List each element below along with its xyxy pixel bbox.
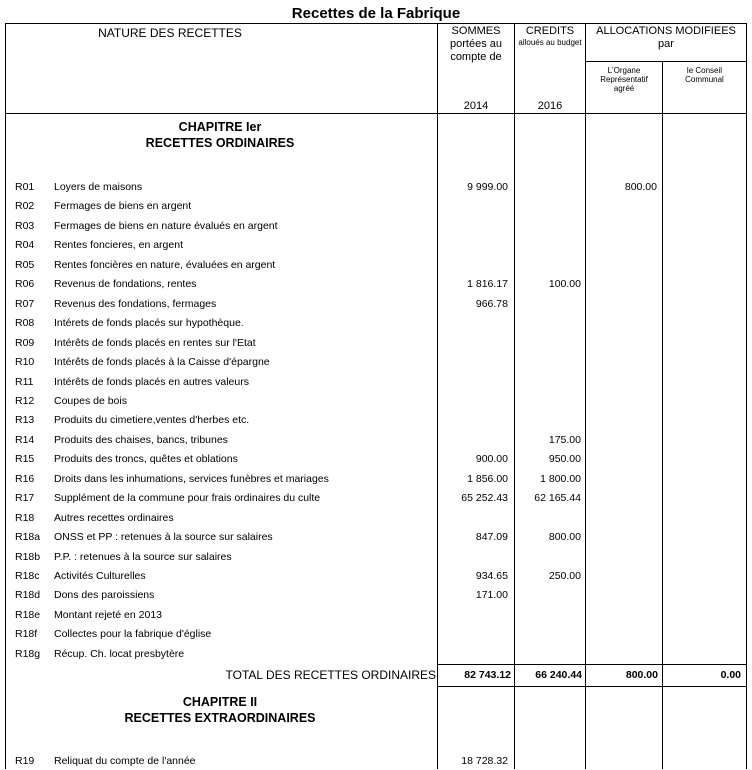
row-sommes: 18 728.32 [461,755,508,767]
row-label: Revenus de fondations, rentes [54,278,197,291]
row-label: Fermages de biens en nature évalués en argent [54,219,278,232]
chapter-2-title: CHAPITRE II RECETTES EXTRAORDINAIRES [124,695,316,725]
table-row [0,644,752,663]
row-sommes: 847.09 [475,531,508,544]
row-code: R14 [15,433,35,446]
row-code: R17 [15,492,35,505]
table-row [0,235,752,254]
row-label: Récup. Ch. locat presbytère [54,647,185,660]
row-label: ONSS et PP : retenues à la source sur salaires [54,531,273,544]
table-row [0,547,752,566]
row-code: R18f [15,628,38,641]
row-code: R12 [15,394,35,407]
year-credits: 2016 [537,100,563,112]
row-code: R09 [15,336,35,349]
row-label: Dons des paroissiens [54,589,155,602]
total-conseil: 0.00 [720,669,741,681]
row-credits: 800.00 [548,531,581,544]
table-row [0,566,752,585]
row-code: R11 [15,375,34,388]
table-row [0,352,752,371]
row-sommes: 1 856.00 [467,472,508,485]
row-label: Produits des troncs, quêtes et oblations [54,453,238,466]
row-code: R02 [15,200,35,213]
row-code: R18e [15,608,41,621]
row-code: R08 [15,317,35,330]
row-sommes: 900.00 [475,453,508,466]
table-row [0,449,752,468]
table-row [0,391,752,410]
row-label: Revenus des fondations, fermages [54,297,217,310]
row-label: P.P. : retenues à la source sur salaires [54,550,232,563]
table-row [0,255,752,274]
table-row [0,313,752,332]
row-code: R18c [15,570,40,582]
row-sommes: 934.65 [475,570,508,582]
row-label: Activités Culturelles [54,570,146,582]
row-label: Intérets de fonds placés sur hypothèque. [54,317,244,330]
row-code: R18 [15,511,35,524]
table-row [0,527,752,546]
row-organe: 800.00 [624,181,657,193]
row-credits: 250.00 [548,570,581,582]
table-row [0,294,752,313]
total-label: TOTAL DES RECETTES ORDINAIRES [225,668,436,682]
row-label: Loyers de maisons [54,181,143,193]
row-label: Coupes de bois [54,394,127,407]
row-label: Produits des chaises, bancs, tribunes [54,433,228,446]
table-row [0,430,752,449]
row-code: R04 [15,239,35,252]
row-label: Montant rejeté en 2013 [54,608,162,621]
row-credits: 100.00 [548,278,581,291]
table-row [0,488,752,507]
row-label: Collectes pour la fabrique d'église [54,628,212,641]
row-code: R05 [15,258,35,271]
credits-header: CREDITS [525,25,575,37]
table-row [0,751,752,770]
table-row [0,333,752,352]
table-row [0,372,752,391]
row-label: Rentes foncières en nature, évaluées en argent [54,258,276,271]
row-code: R01 [15,181,35,193]
row-label: Rentes foncieres, en argent [54,239,183,252]
row-label: Intérêts de fonds placés à la Caisse d'épargne [54,356,270,369]
total-organe: 800.00 [625,669,658,681]
organe-header: L'Organe Représentatif agréé [600,66,648,93]
row-credits: 175.00 [548,433,581,446]
year-sommes: 2014 [463,100,489,112]
table-row [0,410,752,429]
table-row [0,508,752,527]
row-label: Droits dans les inhumations, services funèbres et mariages [54,472,329,485]
row-code: R06 [15,278,35,291]
page-title: Recettes de la Fabrique [291,5,461,22]
sommes-header: SOMMES portées au compte de [450,25,502,63]
table-row [0,605,752,624]
table-row [0,196,752,215]
row-label: Produits du cimetiere,ventes d'herbes etc. [54,414,250,427]
row-code: R15 [15,453,35,466]
row-code: R18d [15,589,41,602]
row-label: Intérêts de fonds placés en autres valeurs [54,375,249,388]
row-sommes: 966.78 [475,297,508,310]
table-row [0,624,752,643]
table-row [0,274,752,293]
row-credits: 62 165.44 [534,492,581,505]
row-label: Autres recettes ordinaires [54,511,174,524]
row-code: R07 [15,297,35,310]
table-row [0,216,752,235]
row-code: R03 [15,219,35,232]
row-code: R18a [15,531,41,544]
row-code: R10 [15,356,35,369]
total-credits: 66 240.44 [535,669,582,681]
nature-header: NATURE DES RECETTES [98,26,242,40]
allocations-par: par [658,38,674,50]
row-credits: 950.00 [548,453,581,466]
row-label: Supplément de la commune pour frais ordinaires du culte [54,492,321,505]
conseil-header: le Conseil Communal [685,66,724,84]
row-sommes: 171.00 [475,589,508,602]
row-code: R18g [15,647,41,660]
row-label: Fermages de biens en argent [54,200,192,213]
row-label: Reliquat du compte de l'année [54,755,196,767]
chapter-1-title: CHAPITRE Ier RECETTES ORDINAIRES [145,120,295,150]
row-label: Intérêts de fonds placés en rentes sur l'Etat [54,336,256,349]
row-code: R13 [15,414,35,427]
row-credits: 1 800.00 [540,472,581,485]
row-code: R18b [15,550,41,563]
row-code: R16 [15,472,35,485]
table-row [0,585,752,604]
row-sommes: 65 252.43 [461,492,508,505]
row-sommes: 9 999.00 [467,181,508,193]
allocations-header: ALLOCATIONS MODIFIEES [596,25,736,37]
table-row [0,177,752,196]
row-code: R19 [15,755,35,767]
row-sommes: 1 816.17 [467,278,508,291]
table-row [0,469,752,488]
total-sommes: 82 743.12 [464,669,511,681]
credits-subheader: alloués au budget [518,38,582,47]
